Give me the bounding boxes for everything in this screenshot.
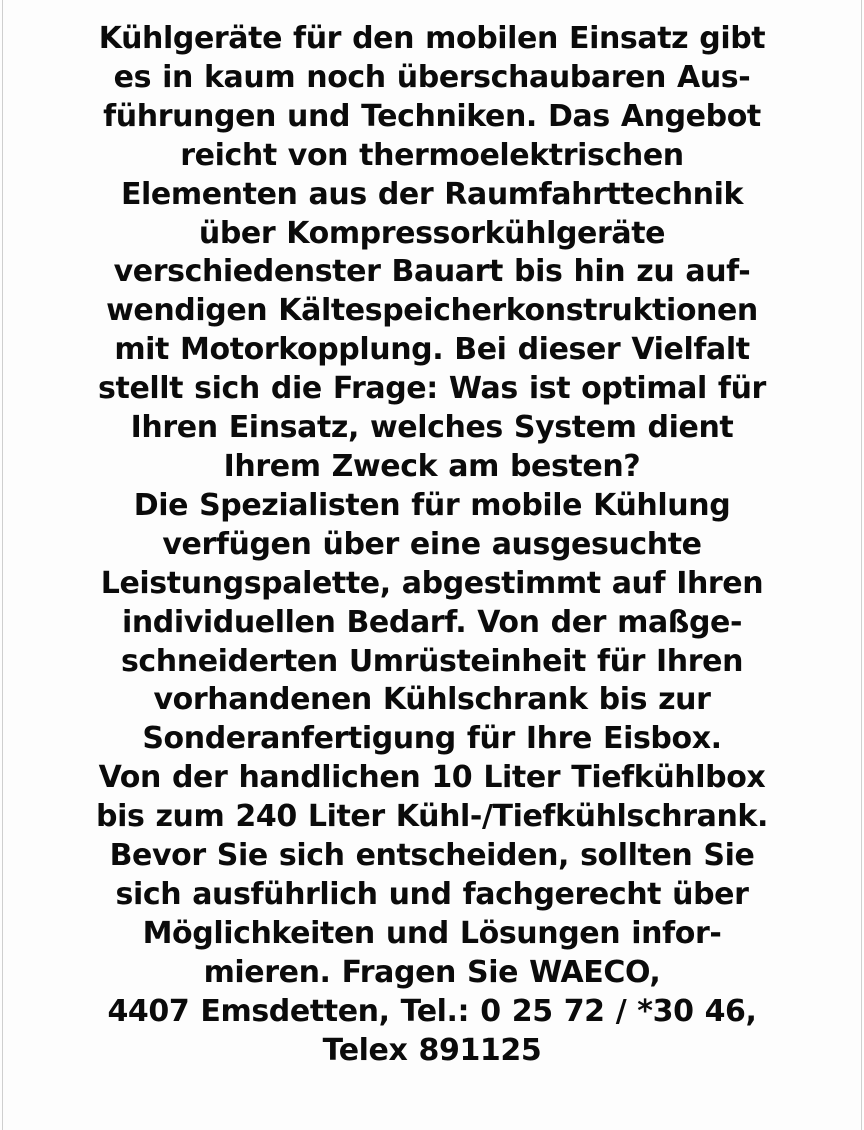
text-line: schneiderten Umrüsteinheit für Ihren <box>120 643 744 679</box>
text-line: bis zum 240 Liter Kühl-/Tiefkühlschrank. <box>96 799 768 835</box>
text-line: Möglichkeiten und Lösungen infor- <box>142 915 722 951</box>
text-line: führungen und Techniken. Das Angebot <box>103 98 761 134</box>
body-text <box>30 20 834 1070</box>
text-line: Die Spezialisten für mobile Kühlung <box>133 487 731 523</box>
text-line: es in kaum noch überschaubaren Aus- <box>113 59 751 95</box>
text-line: Sonderanfertigung für Ihre Eisbox. <box>142 721 722 757</box>
text-line: Bevor Sie sich entscheiden, sollten Sie <box>109 838 755 874</box>
text-line: wendigen Kältespeicherkonstruktionen <box>106 293 758 329</box>
text-line: 4407 Emsdetten, Tel.: 0 25 72 / *30 46, <box>107 993 757 1029</box>
text-line: verfügen über eine ausgesuchte <box>162 526 702 562</box>
text-line: Ihren Einsatz, welches System dient <box>130 410 734 446</box>
text-line: mieren. Fragen Sie WAECO, <box>203 954 661 990</box>
text-line: Von der handlichen 10 Liter Tiefkühlbox <box>98 760 766 796</box>
text-line: individuellen Bedarf. Von der maßge- <box>121 604 743 640</box>
text-line: Kühlgeräte für den mobilen Einsatz gibt <box>98 21 766 56</box>
text-line: Ihrem Zweck am besten? <box>223 448 641 484</box>
text-line: sich ausführlich und fachgerecht über <box>115 876 749 912</box>
text-line: verschiedenster Bauart bis hin zu auf- <box>113 254 751 290</box>
text-line: stellt sich die Frage: Was ist optimal für <box>98 371 766 407</box>
text-line: Telex 891125 <box>322 1032 542 1068</box>
text-line: vorhandenen Kühlschrank bis zur <box>153 682 711 718</box>
text-line: mit Motorkopplung. Bei dieser Vielfalt <box>114 332 750 368</box>
text-line: über Kompressorkühlgeräte <box>198 215 666 251</box>
scan-edge-left <box>2 0 3 1130</box>
text-line: reicht von thermoelektrischen <box>180 137 684 173</box>
text-line: Leistungspalette, abgestimmt auf Ihren <box>100 565 764 601</box>
text-line: Elementen aus der Raumfahrttechnik <box>120 176 744 212</box>
scan-edge-right <box>861 0 862 1130</box>
